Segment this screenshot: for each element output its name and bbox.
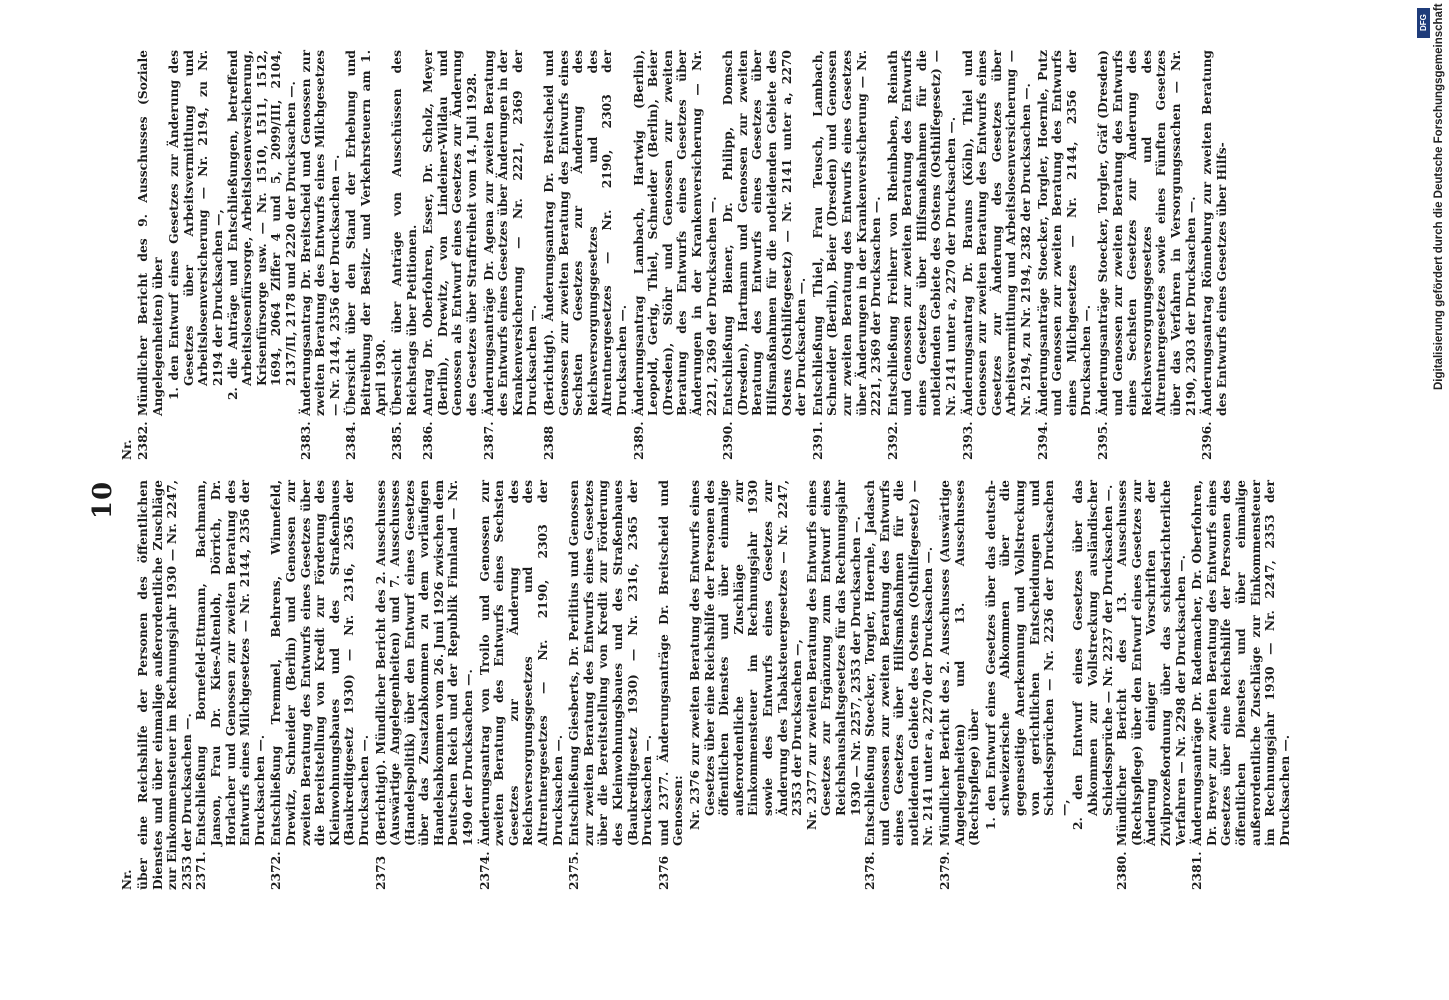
entry-text: Änderungsanträge Stoecker, Torgler, Hoernle, Putz und Genossen zur zweiten Beratung des Entwurfs eines Milchgesetzes — Nr. 2144, 2356 der Drucksachen —. <box>1034 50 1094 416</box>
entry-text: Entschließung Giesberts, Dr. Perlitius und Genossen zur zweiten Beratung des Entwurfs eines Gesetzes über die Bereitstellung von Kredit zur Förderung des Kleinwohnungsbaues und des Straßenbaues (Baukreditgesetz 1930) — Nr. 2316, 2365 der Drucksachen —. <box>566 480 655 846</box>
entry-text: Mündlicher Bericht des 9. Ausschusses (Soziale Angelegenheiten) über <box>135 50 165 416</box>
list-item <box>1115 480 1188 890</box>
list-item <box>886 50 959 460</box>
entry-number: 2373 <box>372 855 388 890</box>
entry-text: (Berichtigt). Änderungsantrag Dr. Breitscheid und Genossen zur zweiten Beratung des Entwurfs eines Sechsten Gesetzes zur Änderung des Reichsversorgungsgesetzes und des Altrentnergesetzes — Nr. 2190, 2303 der Drucksachen —. <box>541 50 629 416</box>
entry-subitem: 1. den Entwurf eines Gesetzes zur Änderung des Gesetzes über Arbeitsvermittlung und Arbeitslosenversicherung — Nr. 2194, zu Nr. 2194 der Drucksachen —, <box>166 50 225 400</box>
list-item <box>632 50 720 460</box>
list-item <box>374 480 476 890</box>
entry-number: 2390. <box>720 421 736 460</box>
entry-text: Übersicht über Anträge von Ausschüssen des Reichstags über Petitionen. <box>389 50 419 416</box>
entry-number: 2388 <box>541 425 557 460</box>
entry-number: 2382. <box>135 421 150 460</box>
list-item <box>1096 50 1198 460</box>
entry-text: Entschließung Freiherr von Rheinbaben, Reinath und Genossen zur zweiten Beratung des Entwurfs eines Gesetzes über Hilfsmaßnahmen für die notleidenden Gebiete des Ostens (Osthilfegesetz) — Nr. 2141 unter a, 2270 der Drucksachen —. <box>884 50 959 416</box>
entry-number: 2376 <box>655 855 671 890</box>
entry-text: Änderungsantrag Rönneburg zur zweiten Beratung des Entwurfs eines Gesetzes über Hilfs- <box>1199 50 1229 416</box>
entry-number: 2375. <box>566 851 582 890</box>
list-item <box>811 50 884 460</box>
list-item <box>421 50 479 460</box>
intro-paragraph: über eine Reichshilfe der Personen des öffentlichen Dienstes und über einmalige außerordentliche Zuschläge zur Einkommensteuer im Rechnungsjahr 1930 — Nr. 2247, 2353 der Drucksachen —. <box>135 480 194 890</box>
entry-number: 2381. <box>1189 851 1205 890</box>
entry-text: Antrag Dr. Oberfohren, Esser, Dr. Scholz, Meyer (Berlin), Drewitz, von Lindeiner-Wildau und Genossen als Entwurf eines Gesetzes zur Änderung des Gesetzes über Straffreiheit vom 14. Juli 1928. <box>420 50 480 416</box>
list-item <box>390 50 419 460</box>
entry-number: 2383. <box>297 421 313 460</box>
entry-number: 2394. <box>1034 421 1050 460</box>
entry-subitem: Nr. 2377 zur zweiten Beratung des Entwurfs eines Gesetzes zur Ergänzung zum Entwurf eines Reichshaushaltsgesetzes für das Rechnungsjahr 1930 — Nr. 2257, 2353 der Drucksachen —. <box>803 480 863 830</box>
entry-number: 2374. <box>476 851 492 890</box>
list-item <box>1190 480 1292 890</box>
entry-number: 2371. <box>193 851 209 890</box>
entry-number: 2392. <box>884 421 900 460</box>
entry-text: Übersicht über den Stand der Erhebung und Beitreibung der Besitz- und Verkehrsteuern am 1. April 1930. <box>343 50 388 416</box>
entry-text: Änderungsantrag von Troilo und Genossen zur zweiten Beratung des Entwurfs eines Sechsten Gesetzes zur Änderung des Reichsversorgungsgesetzes und des Altrentnergesetzes — Nr. 2190, 2303 der Drucksachen —. <box>476 480 565 846</box>
entry-subitem: 2. die Anträge und Entschließungen, betreffend Arbeitslosenfürsorge, Arbeitslosenversicherung, Krisenfürsorge usw. — Nr. 1510, 1511, 1512, 1694, 2064 Ziffer 4 und 5, 2099/III, 2104, 2137/II, 2178 und 2220 der Drucksachen —. <box>224 50 298 400</box>
entry-text: Änderungsantrag Lambach, Hartwig (Berlin), Leopold, Gerig, Thiel, Schneider (Berlin), Beier (Dresden), Stöhr und Genossen zur zweiten Beratung des Entwurfs eines Gesetzes über Änderungen in der Krankenversicherung — Nr. 2221, 2369 der Drucksachen —. <box>630 50 719 416</box>
entry-number: 2372. <box>268 851 284 890</box>
list-item <box>542 50 630 460</box>
entry-number: 2393. <box>959 421 975 460</box>
list-item <box>194 480 267 890</box>
right-column <box>120 50 1231 460</box>
list-item <box>567 480 655 890</box>
list-item <box>1200 50 1229 460</box>
dfg-logo: DFG <box>1417 8 1430 38</box>
list-item <box>136 50 165 460</box>
digitization-note: Digitalisierung gefördert durch die Deutsche Forschungsgemeinschaft <box>1433 3 1445 390</box>
list-item <box>938 480 982 890</box>
list-item <box>657 480 686 890</box>
left-column <box>120 480 1294 890</box>
entry-number: 2389. <box>630 421 646 460</box>
entry-number: 2378. <box>862 851 878 890</box>
list-item <box>269 480 371 890</box>
entry-number: 2391. <box>809 421 825 460</box>
entry-number: 2396. <box>1199 421 1215 460</box>
entry-text: Änderungsantrag Dr. Breitscheid und Genossen zur zweiten Beratung des Entwurfs eines Milchgesetzes — Nr. 2144, 2356 der Drucksachen —. <box>297 50 342 416</box>
list-item <box>721 50 809 460</box>
column-header: Nr. <box>120 439 134 460</box>
list-item <box>863 480 936 890</box>
column-header: Nr. <box>120 869 134 890</box>
list-item <box>1036 50 1094 460</box>
entry-text: Entschließung Stoecker, Torgler, Hoernle, Jadasch und Genossen zur zweiten Beratung des Entwurfs eines Gesetzes über Hilfsmaßnahmen für die notleidenden Gebiete des Ostens (Osthilfegesetz) — Nr. 2141 unter a, 2270 der Drucksachen —. <box>862 480 936 846</box>
list-item <box>961 50 1034 460</box>
entry-number: 2385. <box>389 421 405 460</box>
entry-text: (Berichtigt). Mündlicher Bericht des 2. Ausschusses (Auswärtige Angelegenheiten) und 7. Ausschusses (Handelspolitik) über den Entwurf eines Gesetzes über das Zusatzabkommen zu dem vorläufigen Handelsabkommen vom 26. Juni 1926 zwischen dem Deutschen Reich und der Republik Finnland — Nr. 1490 der Drucksachen —. <box>372 480 476 846</box>
entry-number: 2380. <box>1114 851 1130 890</box>
entry-number: 2379. <box>937 851 953 890</box>
entry-subitem: Nr. 2376 zur zweiten Beratung des Entwurfs eines Gesetzes über eine Reichshilfe der Personen des öffentlichen Dienstes und über einmalige außerordentliche Zuschläge zur Einkommensteuer im Rechnungsjahr 1930 sowie des Entwurfs eines Gesetzes zur Änderung des Tabaksteuergesetzes — Nr. 2247, 2353 der Drucksachen —, <box>686 480 805 830</box>
entry-text: Mündlicher Bericht des 2. Ausschusses (Auswärtige Angelegenheiten) und 13. Ausschusses (Rechtspflege) über <box>937 480 982 846</box>
page-number: 10 <box>88 480 118 520</box>
entry-text: Änderungsanträge Dr. Rademacher, Dr. Oberfohren, Dr. Breyer zur zweiten Beratung des Entwurfs eines Gesetzes über eine Reichshilfe der Personen des öffentlichen Dienstes und über einmalige außerordentliche Zuschläge zur Einkommensteuer im Rechnungsjahr 1930 — Nr. 2247, 2353 der Drucksachen —. <box>1189 480 1292 846</box>
entry-subitem: 1. den Entwurf eines Gesetzes über das deutsch-schweizerische Abkommen über die gegenseitige Anerkennung und Vollstreckung von gerichtlichen Entscheidungen und Schiedssprüchen — Nr. 2236 der Drucksachen —, <box>982 480 1071 830</box>
entry-text: Entschließung Tremmel, Behrens, Winnefeld, Drewitz, Schneider (Berlin) und Genossen zur zweiten Beratung des Entwurfs eines Gesetzes über die Bereitstellung von Kredit zur Förderung des Kleinwohnungsbaues und des Straßenbaues (Baukreditgesetz 1930) — Nr. 2316, 2365 der Drucksachen —. <box>268 480 371 846</box>
entry-number: 2387. <box>480 421 496 460</box>
entry-number: 2384. <box>343 421 359 460</box>
list-item <box>478 480 566 890</box>
list-item <box>482 50 540 460</box>
entry-text: Änderungsantrag Dr. Brauns (Köln), Thiel und Genossen zur zweiten Beratung des Entwurfs eines Gesetzes zur Änderung des Gesetzes über Arbeitsvermittlung und Arbeitslosenversicherung — Nr. 2194, zu Nr. 2194, 2382 der Drucksachen —. <box>959 50 1034 416</box>
list-item <box>344 50 388 460</box>
list-item <box>299 50 343 460</box>
entry-text: Änderungsanträge Stoecker, Torgler, Gräf (Dresden) und Genossen zur zweiten Beratung des Entwurfs eines Sechsten Gesetzes zur Änderung des Reichsversorgungsgesetzes und des Altrentnergesetzes sowie eines Fünften Gesetzes über das Verfahren in Versorgungssachen — Nr. 2190, 2303 der Drucksachen —. <box>1095 50 1198 416</box>
entry-text: und 2377. Änderungsanträge Dr. Breitscheid und Genossen: <box>655 480 686 846</box>
entry-text: Entschließung Thiel, Frau Teusch, Lambach, Schneider (Berlin), Beier (Dresden) und Genossen zur zweiten Beratung des Entwurfs eines Gesetzes über Änderungen in der Krankenversicherung — Nr. 2221, 2369 der Drucksachen —. <box>809 50 884 416</box>
entry-text: Mündlicher Bericht des 13. Ausschusses (Rechtspflege) über den Entwurf eines Gesetzes zur Änderung einiger Vorschriften der Zivilprozeßordnung über das schiedsrichterliche Verfahren — Nr. 2298 der Drucksachen —. <box>1114 480 1188 846</box>
entry-text: Entschließung Biener, Dr. Philipp, Domsch (Dresden), Hartmann und Genossen zur zweiten Beratung des Entwurfs eines Gesetzes über Hilfsmaßnahmen für die notleidenden Gebiete des Ostens (Osthilfegesetz) — Nr. 2141 unter a, 2270 der Drucksachen —. <box>720 50 809 416</box>
entry-text: Entschließung Bornefeld-Ettmann, Bachmann, Janson, Frau Dr. Kies-Altenloh, Dörrich, Dr. Horlacher und Genossen zur zweiten Beratung des Entwurfs eines Milchgesetzes — Nr. 2144, 2356 der Drucksachen —. <box>193 480 267 846</box>
entry-subitem: 2. den Entwurf eines Gesetzes über das Abkommen zur Vollstreckung ausländischer Schiedssprüche — Nr. 2237 der Drucksachen —. <box>1070 480 1115 830</box>
entry-number: 2386. <box>420 421 436 460</box>
entry-text: Änderungsanträge Dr. Agena zur zweiten Beratung des Entwurfs eines Gesetzes über Änderungen in der Krankenversicherung — Nr. 2221, 2369 der Drucksachen —. <box>480 50 540 416</box>
entry-number: 2395. <box>1095 421 1110 460</box>
